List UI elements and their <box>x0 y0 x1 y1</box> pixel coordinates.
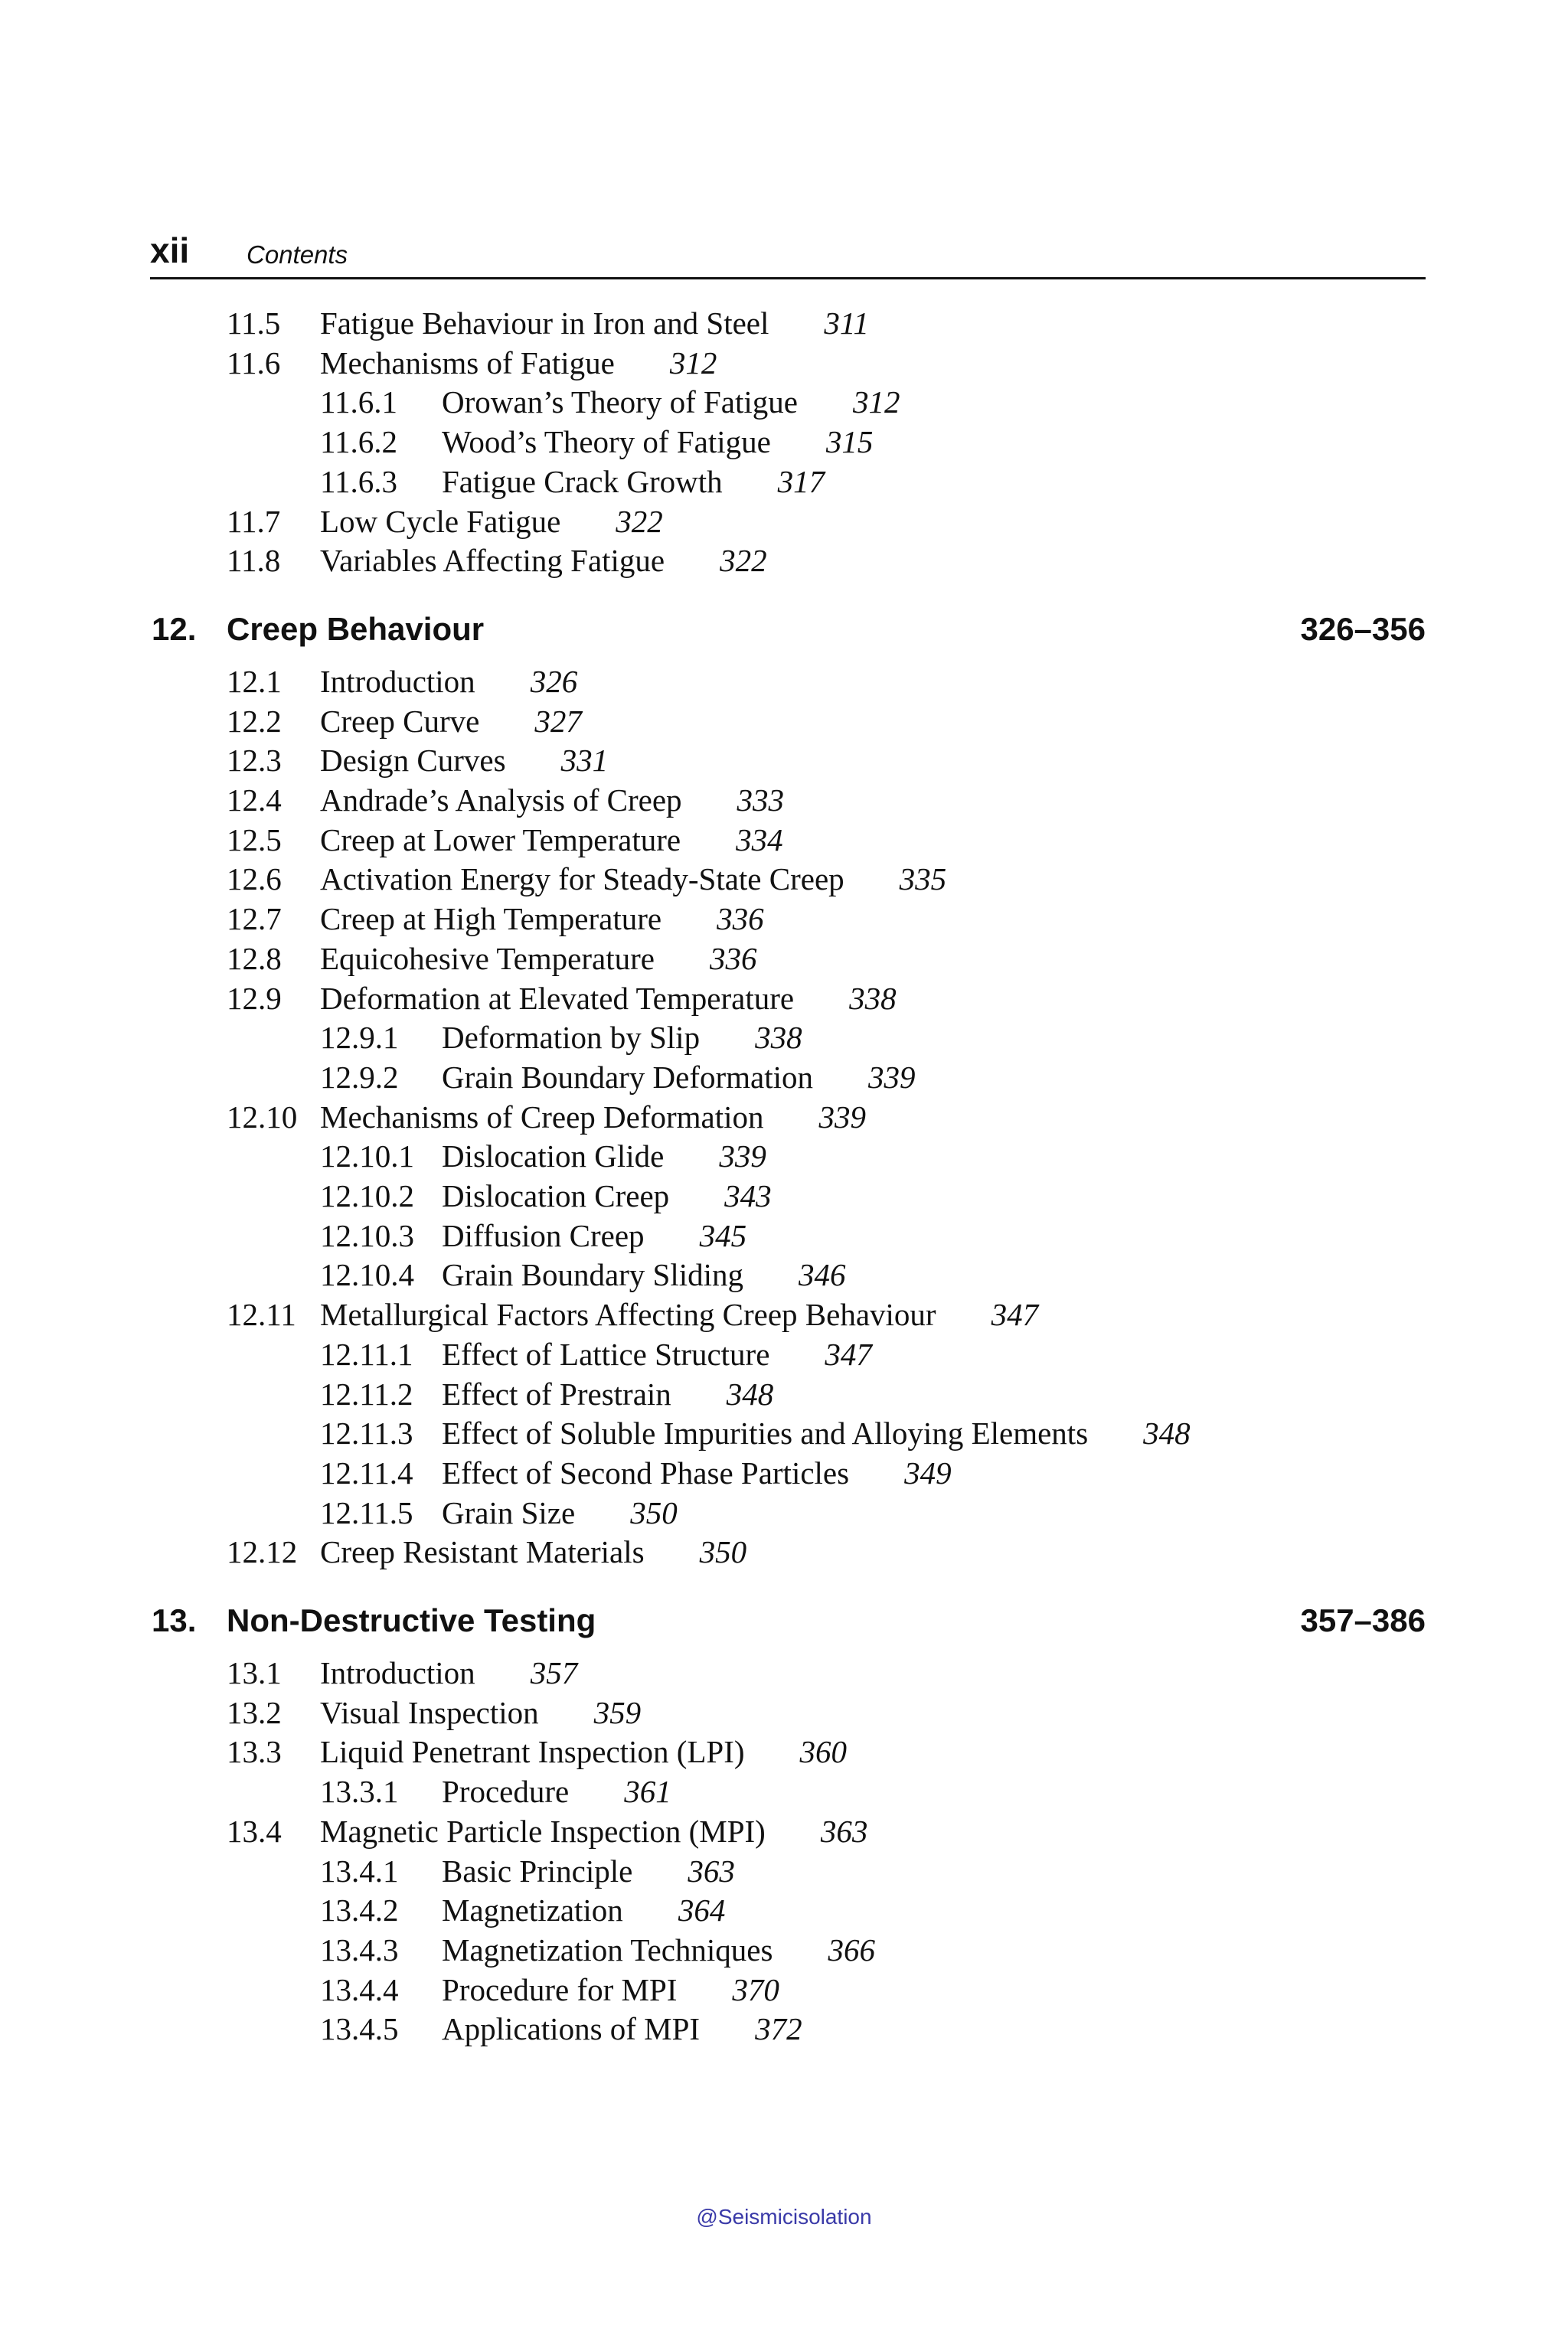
chapter-number: 13. <box>152 1602 197 1638</box>
section-number: 12.11.2 <box>320 1376 413 1412</box>
section-title: Procedure for MPI <box>442 1971 678 2007</box>
section-title-line <box>320 503 663 540</box>
section-number: 11.6.1 <box>320 384 397 420</box>
section-number: 12.11.3 <box>320 1416 413 1452</box>
toc-entry <box>0 1694 1568 1734</box>
section-title: Activation Energy for Steady-State Creep <box>320 861 844 897</box>
chapter-number: 12. <box>152 610 197 647</box>
section-title-line <box>442 1217 746 1254</box>
section-title: Creep Resistant Materials <box>320 1534 645 1570</box>
section-title: Fatigue Behaviour in Iron and Steel <box>320 305 769 341</box>
section-title-line <box>442 1336 872 1373</box>
section-number: 13.3.1 <box>320 1774 399 1810</box>
section-title-line <box>442 463 825 500</box>
chapter-page-range: 326–356 <box>1300 610 1426 647</box>
toc-entry <box>0 1415 1568 1455</box>
section-title-line <box>442 423 873 460</box>
section-number: 12.10.1 <box>320 1138 414 1174</box>
toc-entry <box>0 1099 1568 1138</box>
section-page-number: 370 <box>732 1971 779 2007</box>
toc-entry <box>0 861 1568 900</box>
toc-entry <box>0 782 1568 821</box>
section-number: 13.3 <box>227 1734 282 1770</box>
toc-entry <box>0 1533 1568 1573</box>
section-title-line <box>320 1694 641 1731</box>
toc-entry <box>0 940 1568 980</box>
toc-entry <box>0 742 1568 782</box>
section-title: Andrade’s Analysis of Creep <box>320 782 682 818</box>
toc-entry <box>0 1376 1568 1416</box>
section-title-line <box>442 1892 725 1928</box>
section-title: Mechanisms of Fatigue <box>320 345 615 380</box>
section-page-number: 363 <box>820 1813 868 1849</box>
section-title-line <box>442 1376 773 1412</box>
section-page-number: 322 <box>720 543 767 579</box>
section-page-number: 349 <box>904 1455 952 1491</box>
section-number: 12.12 <box>227 1534 298 1570</box>
section-number: 12.6 <box>227 861 282 897</box>
toc-entry <box>0 1059 1568 1099</box>
toc-entry <box>0 1455 1568 1494</box>
section-page-number: 336 <box>717 901 764 937</box>
section-title-line <box>320 782 784 818</box>
section-number: 11.8 <box>227 543 281 579</box>
section-number: 12.3 <box>227 743 282 779</box>
section-page-number: 359 <box>593 1694 642 1730</box>
section-title-line <box>320 861 946 897</box>
section-page-number: 339 <box>868 1059 916 1095</box>
section-page-number: 312 <box>669 345 717 380</box>
toc-entry <box>0 821 1568 861</box>
section-page-number: 350 <box>699 1534 747 1570</box>
section-title-line <box>320 1099 866 1135</box>
section-page-number: 326 <box>530 663 578 699</box>
section-title: Orowan’s Theory of Fatigue <box>442 384 798 420</box>
section-number: 12.1 <box>227 663 282 699</box>
section-page-number: 339 <box>719 1138 766 1174</box>
section-number: 11.6.2 <box>320 424 397 460</box>
chapter-page-range: 357–386 <box>1300 1602 1426 1638</box>
section-title: Low Cycle Fatigue <box>320 503 561 539</box>
toc-entry <box>0 542 1568 582</box>
toc-entry <box>0 345 1568 384</box>
section-number: 13.4 <box>227 1813 282 1849</box>
section-title-line <box>442 1059 916 1096</box>
section-title: Creep at High Temperature <box>320 901 662 937</box>
section-page-number: 361 <box>624 1774 671 1810</box>
toc-entry <box>0 1932 1568 1971</box>
section-title: Fatigue Crack Growth <box>442 463 723 499</box>
section-title: Basic Principle <box>442 1853 633 1889</box>
page-header <box>150 230 1426 279</box>
section-number: 11.5 <box>227 305 281 341</box>
section-number: 12.9 <box>227 980 282 1016</box>
toc-entry <box>0 1773 1568 1813</box>
section-title: Introduction <box>320 1655 475 1690</box>
toc-entry <box>0 1177 1568 1217</box>
section-page-number: 331 <box>560 743 609 779</box>
section-title-line <box>320 663 577 700</box>
section-title: Dislocation Glide <box>442 1138 665 1174</box>
watermark: @Seismicisolation <box>696 2205 872 2229</box>
section-title-line <box>320 1654 577 1691</box>
section-title-line <box>442 1853 735 1889</box>
section-page-number: 335 <box>899 861 947 897</box>
section-title-line <box>442 1019 802 1056</box>
toc-entry <box>0 1813 1568 1853</box>
section-title-line <box>442 1773 671 1810</box>
section-title-line <box>320 980 897 1017</box>
section-title: Design Curves <box>320 743 506 779</box>
chapter-heading <box>0 1602 1568 1648</box>
section-title-line <box>320 1813 867 1850</box>
section-title-line <box>320 1296 1038 1333</box>
section-title-line <box>442 2010 802 2047</box>
section-title-line <box>320 821 783 858</box>
section-number: 12.10.3 <box>320 1217 414 1253</box>
section-title: Magnetization Techniques <box>442 1932 773 1968</box>
section-title: Mechanisms of Creep Deformation <box>320 1099 764 1135</box>
section-number: 12.4 <box>227 782 282 818</box>
section-number: 13.4.4 <box>320 1971 399 2007</box>
section-number: 13.2 <box>227 1694 282 1730</box>
section-title: Equicohesive Temperature <box>320 940 655 976</box>
toc-entry <box>0 1336 1568 1376</box>
section-title: Deformation by Slip <box>442 1020 701 1056</box>
section-title-line <box>442 1494 678 1531</box>
toc-entry <box>0 1733 1568 1773</box>
section-number: 11.6.3 <box>320 463 397 499</box>
toc-entry <box>0 1494 1568 1534</box>
section-title-line <box>320 305 869 341</box>
section-page-number: 347 <box>825 1336 872 1372</box>
section-page-number: 348 <box>726 1376 774 1412</box>
section-page-number: 311 <box>824 305 869 341</box>
section-title: Variables Affecting Fatigue <box>320 543 665 579</box>
section-title-line <box>442 1932 875 1968</box>
section-page-number: 338 <box>849 980 897 1016</box>
section-title: Effect of Second Phase Particles <box>442 1455 850 1491</box>
running-title: Contents <box>247 240 348 269</box>
toc-entry <box>0 1256 1568 1296</box>
section-page-number: 360 <box>799 1734 848 1770</box>
section-title-line <box>320 703 582 740</box>
toc-entry <box>0 1971 1568 2011</box>
page-folio: xii <box>150 230 190 270</box>
section-number: 12.5 <box>227 821 282 857</box>
section-title: Deformation at Elevated Temperature <box>320 980 795 1016</box>
section-page-number: 334 <box>736 821 783 857</box>
section-page-number: 364 <box>678 1892 726 1928</box>
section-title: Wood’s Theory of Fatigue <box>442 424 771 460</box>
section-page-number: 350 <box>630 1494 678 1530</box>
section-title: Creep at Lower Temperature <box>320 821 681 857</box>
chapter-title: Non-Destructive Testing <box>227 1602 596 1638</box>
toc-entry <box>0 663 1568 703</box>
chapter-title: Creep Behaviour <box>227 610 485 647</box>
section-title: Effect of Soluble Impurities and Alloying Elements <box>442 1416 1089 1452</box>
section-page-number: 343 <box>724 1178 772 1213</box>
section-number: 12.9.1 <box>320 1020 399 1056</box>
section-number: 11.7 <box>227 503 281 539</box>
chapter-heading <box>0 611 1568 657</box>
section-title-line <box>442 1177 772 1214</box>
section-title-line <box>442 1138 766 1174</box>
section-title: Introduction <box>320 663 475 699</box>
section-number: 13.4.1 <box>320 1853 399 1889</box>
toc-entry <box>0 463 1568 503</box>
section-title-line <box>442 1415 1191 1452</box>
section-number: 13.4.2 <box>320 1892 399 1928</box>
section-title: Grain Boundary Deformation <box>442 1059 814 1095</box>
section-number: 13.4.3 <box>320 1932 399 1968</box>
section-page-number: 338 <box>755 1020 802 1056</box>
section-page-number: 366 <box>828 1932 875 1968</box>
section-page-number: 327 <box>534 703 582 739</box>
section-number: 12.10.4 <box>320 1257 414 1293</box>
toc-entry <box>0 1217 1568 1257</box>
toc-entry <box>0 503 1568 543</box>
section-page-number: 372 <box>755 2011 802 2047</box>
section-number: 13.1 <box>227 1655 282 1690</box>
section-page-number: 363 <box>688 1853 735 1889</box>
section-title-line <box>320 345 717 381</box>
section-number: 12.7 <box>227 901 282 937</box>
section-title: Diffusion Creep <box>442 1217 645 1253</box>
section-page-number: 317 <box>777 463 825 499</box>
section-title: Liquid Penetrant Inspection (LPI) <box>320 1734 745 1770</box>
section-number: 12.11.1 <box>320 1336 413 1372</box>
section-title-line <box>442 1455 952 1491</box>
section-title: Effect of Lattice Structure <box>442 1336 770 1372</box>
section-page-number: 357 <box>530 1655 578 1690</box>
section-title-line <box>320 542 767 579</box>
section-title-line <box>320 940 756 977</box>
toc-entry <box>0 703 1568 743</box>
section-title: Effect of Prestrain <box>442 1376 671 1412</box>
section-title: Dislocation Creep <box>442 1178 670 1213</box>
section-page-number: 345 <box>699 1217 747 1253</box>
section-number: 12.10.2 <box>320 1178 414 1213</box>
toc-entry <box>0 2010 1568 2050</box>
section-title-line <box>442 1256 846 1293</box>
toc-entry <box>0 423 1568 463</box>
toc-entry <box>0 980 1568 1020</box>
section-page-number: 312 <box>852 384 900 420</box>
section-page-number: 346 <box>799 1257 846 1293</box>
section-page-number: 348 <box>1143 1416 1191 1452</box>
section-number: 12.2 <box>227 703 282 739</box>
section-page-number: 333 <box>737 782 785 818</box>
section-title-line <box>442 1971 779 2008</box>
section-page-number: 322 <box>616 503 663 539</box>
section-title: Grain Size <box>442 1494 576 1530</box>
section-title-line <box>320 900 764 937</box>
toc-entry <box>0 1892 1568 1932</box>
toc-entry <box>0 384 1568 423</box>
section-page-number: 339 <box>818 1099 867 1135</box>
section-title: Magnetization <box>442 1892 623 1928</box>
section-page-number: 315 <box>825 424 874 460</box>
section-number: 12.10 <box>227 1099 298 1135</box>
section-number: 11.6 <box>227 345 281 380</box>
section-title-line <box>320 1733 847 1770</box>
section-title-line <box>320 742 608 779</box>
section-title: Grain Boundary Sliding <box>442 1257 744 1293</box>
section-title: Creep Curve <box>320 703 480 739</box>
toc-entry <box>0 1853 1568 1892</box>
toc-entry <box>0 1296 1568 1336</box>
section-title: Metallurgical Factors Affecting Creep Behaviour <box>320 1297 936 1333</box>
section-number: 12.11.5 <box>320 1494 413 1530</box>
section-title-line <box>442 384 900 420</box>
section-title: Visual Inspection <box>320 1694 539 1730</box>
section-page-number: 336 <box>709 940 757 976</box>
section-title-line <box>320 1533 746 1570</box>
toc-entry <box>0 1138 1568 1177</box>
section-number: 12.11 <box>227 1297 296 1333</box>
section-number: 12.11.4 <box>320 1455 413 1491</box>
section-title: Procedure <box>442 1774 570 1810</box>
section-page-number: 347 <box>991 1297 1039 1333</box>
toc-entry <box>0 1654 1568 1694</box>
toc-entry <box>0 900 1568 940</box>
section-title: Magnetic Particle Inspection (MPI) <box>320 1813 766 1849</box>
section-number: 13.4.5 <box>320 2011 399 2047</box>
section-number: 12.8 <box>227 940 282 976</box>
section-number: 12.9.2 <box>320 1059 399 1095</box>
toc-entry <box>0 1019 1568 1059</box>
section-title: Applications of MPI <box>442 2011 701 2047</box>
toc-entry <box>0 305 1568 345</box>
